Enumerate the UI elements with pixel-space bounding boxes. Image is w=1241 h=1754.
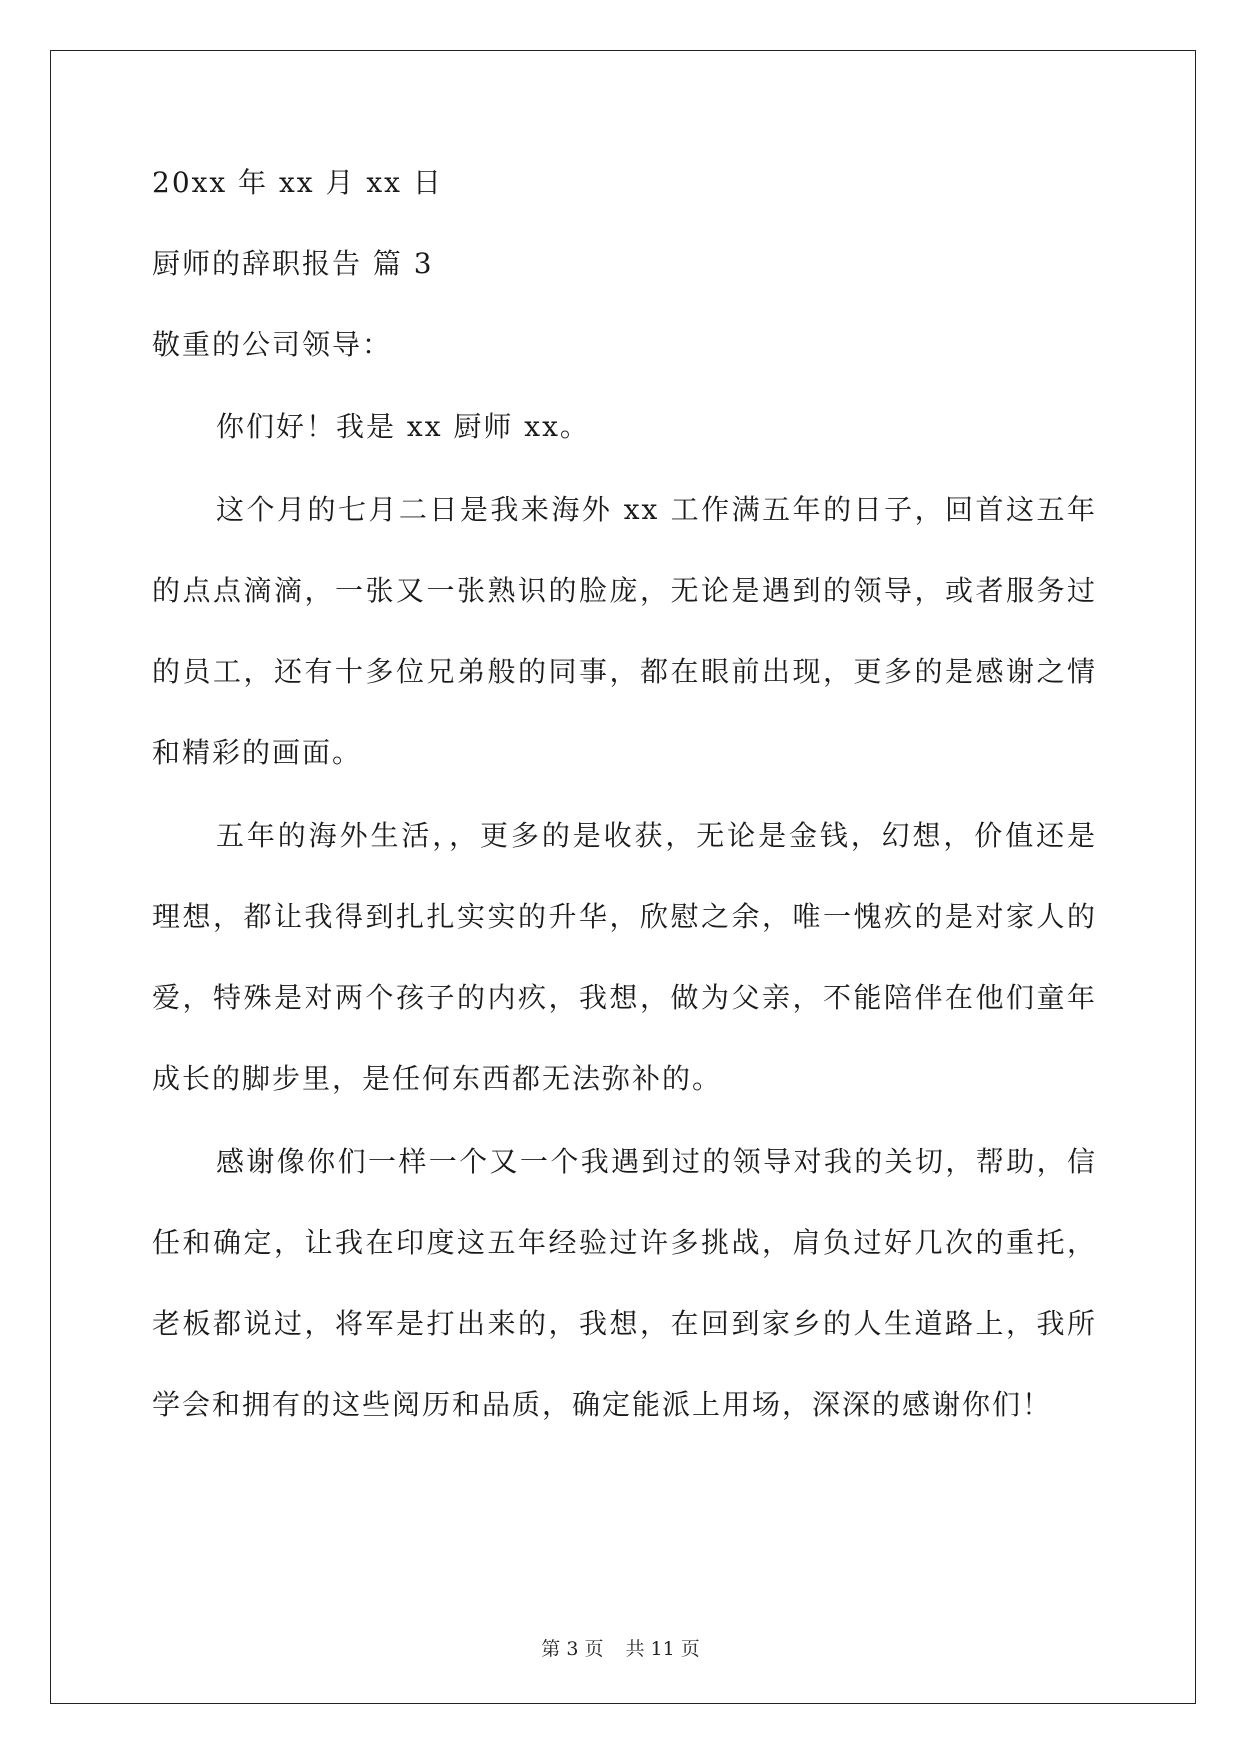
page-footer (0, 1634, 1241, 1661)
paragraph-anniversary: 这个月的七月二日是我来海外 xx 工作满五年的日子，回首这五年的点点滴滴，一张又一张熟识的脸庞，无论是遇到的领导，或者服务过的员工，还有十多位兄弟般的同事，都在眼前出现，更多的是感谢之情和精彩的画面。 (152, 493, 1097, 769)
document-title: 厨师的辞职报告 篇 3 (152, 247, 434, 280)
paragraph-overseas-life: 五年的海外生活，，更多的是收获，无论是金钱，幻想，价值还是理想，都让我得到扎扎实实的升华，欣慰之余，唯一愧疚的是对家人的爱，特殊是对两个孩子的内疚，我想，做为父亲，不能陪伴在他们童年成长的脚步里，是任何东西都无法弥补的。 (152, 819, 1097, 1095)
paragraph-greeting: 你们好！我是 xx 厨师 xx。 (216, 410, 590, 443)
page-number-current: 第 3 页 (541, 1638, 604, 1660)
page-number-total: 共 11 页 (625, 1638, 700, 1660)
salutation: 敬重的公司领导： (152, 328, 393, 361)
date-line: 20xx 年 xx 月 xx 日 (152, 166, 443, 199)
document-body (152, 165, 1097, 1469)
paragraph-gratitude: 感谢像你们一样一个又一个我遇到过的领导对我的关切，帮助，信任和确定，让我在印度这五年经验过许多挑战，肩负过好几次的重托，老板都说过，将军是打出来的，我想，在回到家乡的人生道路上，我所学会和拥有的这些阅历和品质，确定能派上用场，深深的感谢你们！ (152, 1145, 1097, 1421)
